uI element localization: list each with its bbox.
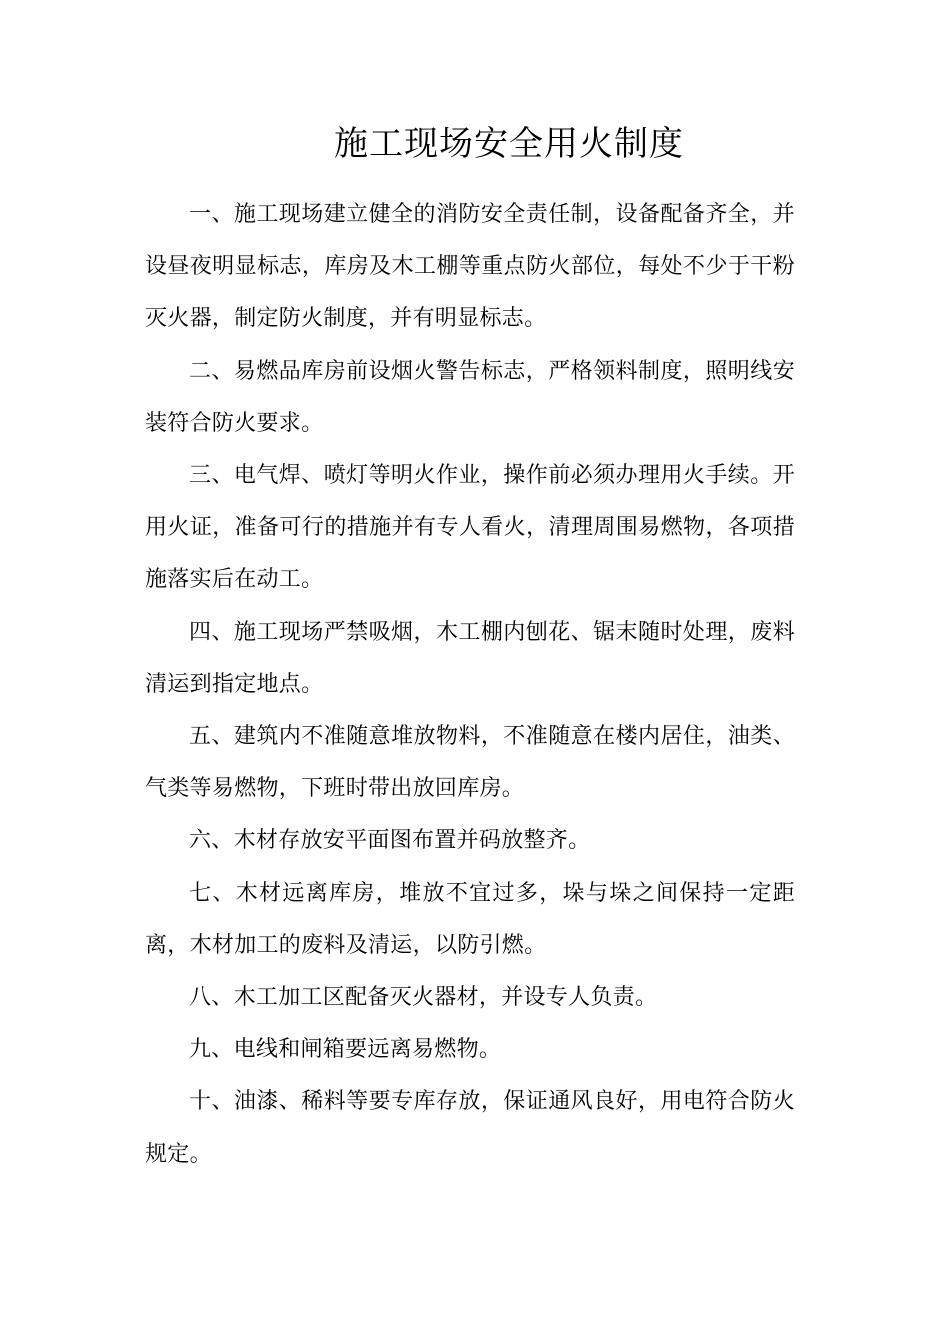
paragraph-3: 三、电气焊、喷灯等明火作业，操作前必须办理用火手续。开用火证，准备可行的措施并有专人看火，清理周围易燃物，各项措施落实后在动工。 — [145, 463, 795, 593]
paragraph-1: 一、施工现场建立健全的消防安全责任制，设备配备齐全，并设昼夜明显标志，库房及木工棚等重点防火部位，每处不少于干粉灭火器，制定防火制度，并有明显标志。 — [145, 202, 795, 332]
paragraph-7: 七、木材远离库房，堆放不宜过多，垛与垛之间保持一定距离，木材加工的废料及清运，以防引燃。 — [145, 880, 795, 958]
paragraph-9: 九、电线和闸箱要远离易燃物。 — [189, 1037, 502, 1063]
document-body — [145, 189, 795, 1181]
paragraph-8: 八、木工加工区配备灭火器材，并设专人负责。 — [189, 985, 658, 1011]
paragraph-2: 二、易燃品库房前设烟火警告标志，严格领料制度，照明线安装符合防火要求。 — [145, 358, 795, 436]
paragraph-5: 五、建筑内不准随意堆放物料，不准随意在楼内居住，油类、气类等易燃物，下班时带出放回库房。 — [145, 724, 795, 802]
paragraph-6: 六、木材存放安平面图布置并码放整齐。 — [189, 828, 591, 854]
paragraph-10: 十、油漆、稀料等要专库存放，保证通风良好，用电符合防火规定。 — [145, 1089, 795, 1167]
document-title: 施工现场安全用火制度 — [334, 124, 684, 164]
paragraph-4: 四、施工现场严禁吸烟，木工棚内刨花、锯末随时处理，废料清运到指定地点。 — [145, 619, 795, 697]
